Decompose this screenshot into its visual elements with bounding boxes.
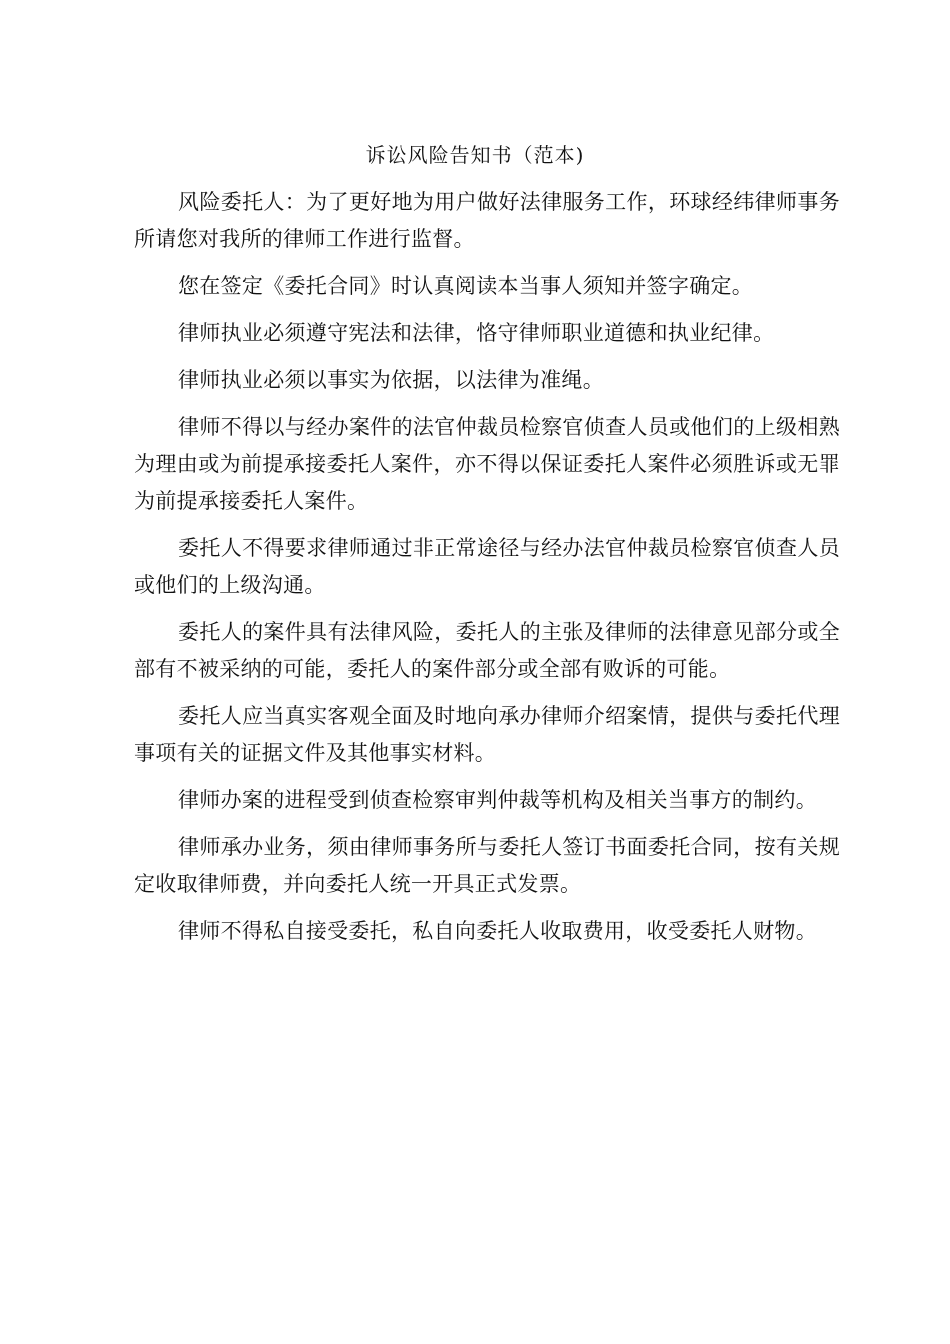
paragraph-no-improper-contact: 委托人不得要求律师通过非正常途径与经办法官仲裁员检察官侦查人员或他们的上级沟通。 bbox=[134, 536, 840, 597]
paragraph-truthful-facts: 委托人应当真实客观全面及时地向承办律师介绍案情，提供与委托代理事项有关的证据文件及其他事实材料。 bbox=[134, 704, 840, 765]
paragraph-intro: 风险委托人：为了更好地为用户做好法律服务工作，环球经纬律师事务所请您对我所的律师工作进行监督。 bbox=[134, 190, 840, 251]
document-body bbox=[134, 184, 840, 960]
paragraph-legal-risk: 委托人的案件具有法律风险，委托人的主张及律师的法律意见部分或全部有不被采纳的可能，委托人的案件部分或全部有败诉的可能。 bbox=[134, 620, 840, 681]
paragraph-no-private-fees: 律师不得私自接受委托，私自向委托人收取费用，收受委托人财物。 bbox=[178, 919, 817, 943]
paragraph-facts-basis: 律师执业必须以事实为依据，以法律为准绳。 bbox=[178, 368, 604, 392]
document-title: 诉讼风险告知书（范本) bbox=[365, 143, 585, 167]
paragraph-contract-reading: 您在签定《委托合同》时认真阅读本当事人须知并签字确定。 bbox=[178, 274, 754, 298]
paragraph-no-connections: 律师不得以与经办案件的法官仲裁员检察官侦查人员或他们的上级相熟为理由或为前提承接委托人案件，亦不得以保证委托人案件必须胜诉或无罪为前提承接委托人案件。 bbox=[134, 415, 840, 513]
paragraph-written-contract: 律师承办业务，须由律师事务所与委托人签订书面委托合同，按有关规定收取律师费，并向委托人统一开具正式发票。 bbox=[134, 835, 840, 896]
paragraph-law-compliance: 律师执业必须遵守宪法和法律，恪守律师职业道德和执业纪律。 bbox=[178, 321, 775, 345]
paragraph-process-constraints: 律师办案的进程受到侦查检察审判仲裁等机构及相关当事方的制约。 bbox=[178, 788, 817, 812]
